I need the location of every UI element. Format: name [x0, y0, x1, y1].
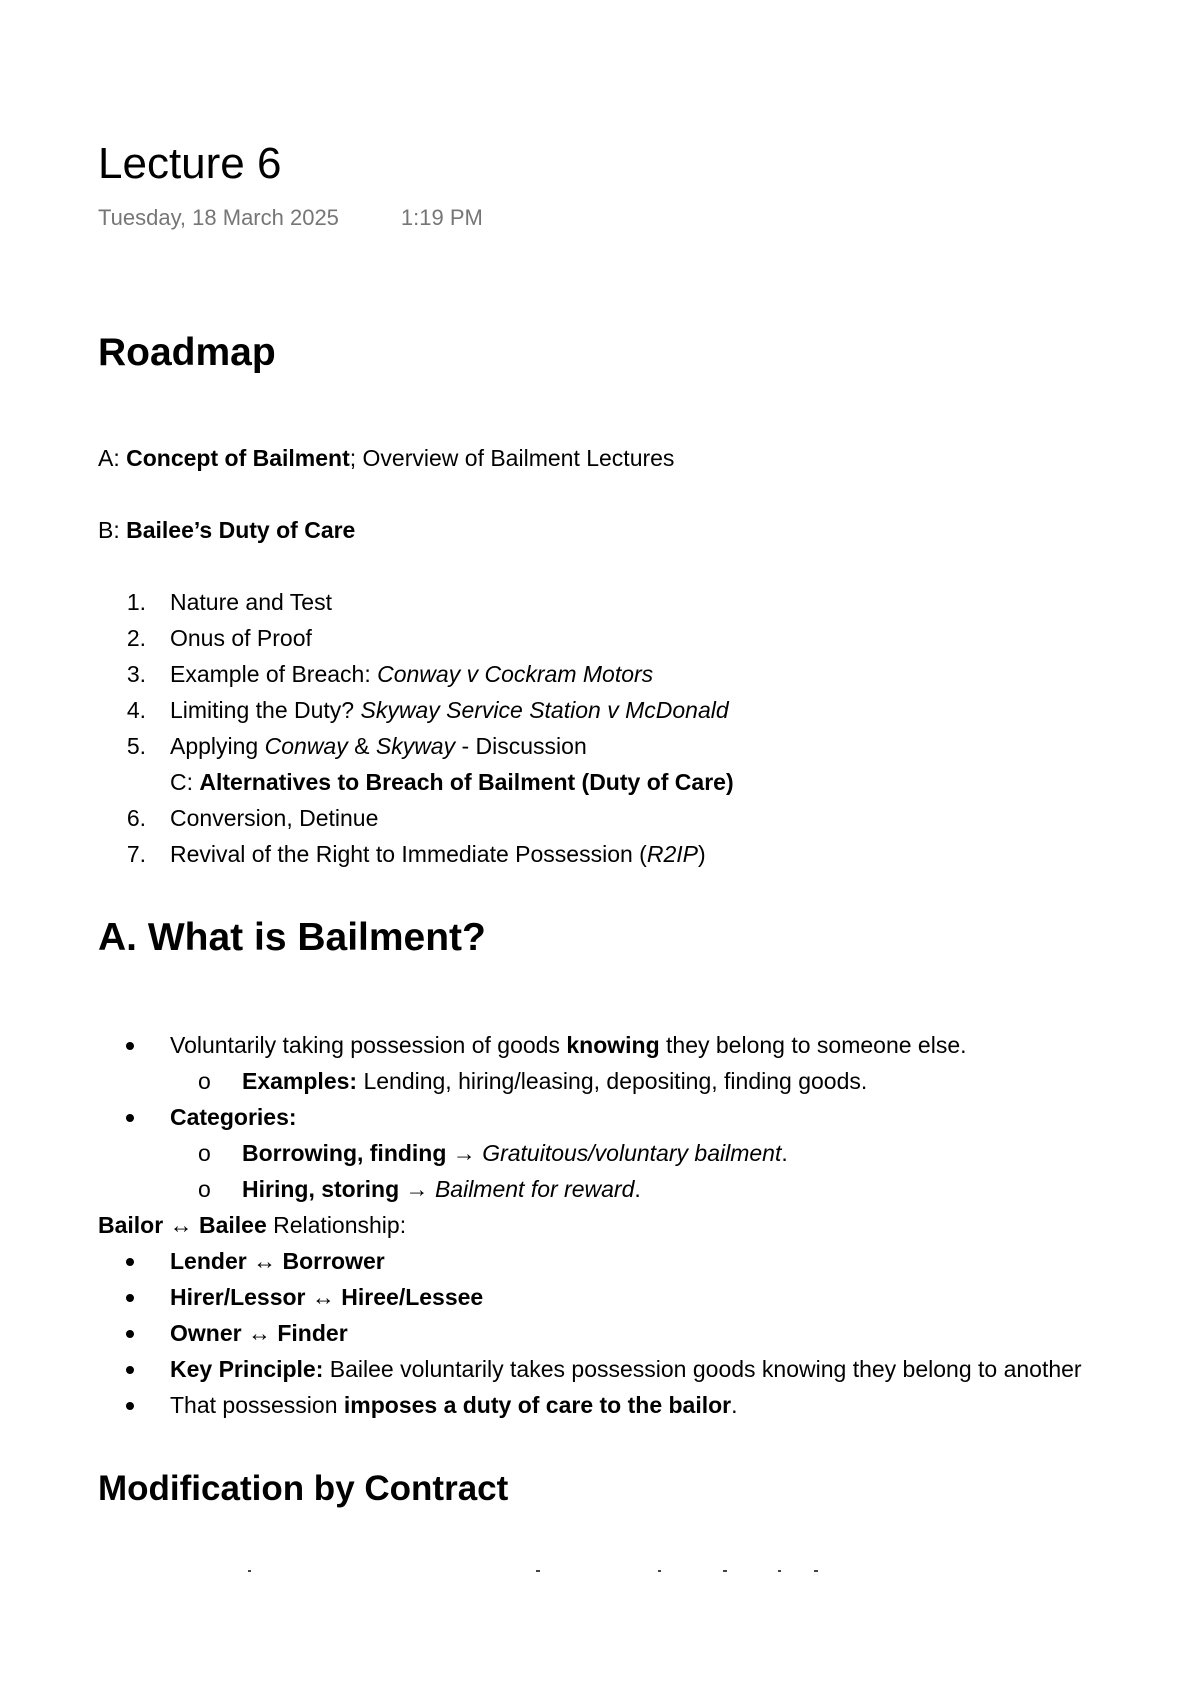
page-dateline: [98, 204, 483, 232]
bullet-text: [170, 1354, 1082, 1384]
text-plain: .: [781, 1140, 788, 1166]
text-bold: Bailee: [198, 1212, 267, 1238]
item-number: 2.: [126, 625, 146, 651]
text-bold: Hiree/Lessee: [341, 1284, 484, 1310]
section-c-prefix: C:: [170, 769, 200, 795]
section-b-prefix: B:: [98, 517, 127, 543]
item-number: 5.: [126, 733, 146, 759]
text-bold: Hirer/Lessor: [170, 1284, 306, 1310]
text-bold: Finder: [277, 1320, 348, 1346]
what-is-bailment-heading: A. What is Bailment?: [98, 916, 486, 959]
text-bold: Lender: [170, 1248, 247, 1274]
sub-bullet-text: [242, 1066, 867, 1096]
text-bold: Key Principle:: [170, 1356, 324, 1382]
text-bold: knowing: [566, 1032, 660, 1058]
glyph-fragment: [658, 1570, 661, 1572]
modification-heading: Modification by Contract: [98, 1469, 509, 1508]
item-text-plain: Example of Breach:: [170, 661, 378, 687]
text-bold: Owner: [170, 1320, 242, 1346]
glyph-fragment: [778, 1570, 781, 1572]
page-title: Lecture 6: [98, 139, 282, 188]
text-plain: Voluntarily taking possession of goods: [170, 1032, 567, 1058]
item-text: [170, 695, 729, 725]
arrow-glyph: →: [399, 1176, 435, 1202]
text-plain: they belong to someone else.: [659, 1032, 967, 1058]
glyph-fragment: [536, 1570, 540, 1572]
text-bold: Examples:: [242, 1068, 358, 1094]
text-plain: .: [634, 1176, 641, 1202]
text-bold: Categories:: [170, 1104, 297, 1130]
item-text-plain: Revival of the Right to Immediate Possession (: [170, 841, 647, 867]
item-text: Onus of Proof: [170, 625, 312, 651]
text-plain: Relationship:: [266, 1212, 407, 1238]
arrow-glyph: →: [446, 1140, 483, 1166]
text-bold: imposes a duty of care to the bailor: [343, 1392, 732, 1418]
glyph-fragment: [814, 1570, 818, 1572]
text-plain: Lending, hiring/leasing, depositing, finding goods.: [357, 1068, 868, 1094]
sub-bullet-marker: o: [198, 1176, 211, 1202]
roadmap-section-a: [98, 443, 674, 473]
item-number: 1.: [126, 589, 146, 615]
item-text-plain: &: [347, 733, 376, 759]
bullet-marker: [126, 1258, 134, 1266]
arrow-glyph: ↔: [305, 1284, 342, 1310]
page-time: 1:19 PM: [400, 205, 483, 230]
bullet-text: [170, 1102, 297, 1132]
item-text-plain: Applying: [170, 733, 265, 759]
notes-page: [98, 0, 1200, 1698]
relationship-line: [98, 1210, 406, 1240]
glyph-fragment: [248, 1570, 251, 1572]
sub-bullet-text: [242, 1174, 641, 1204]
section-a-prefix: A:: [98, 445, 127, 471]
bullet-marker: [126, 1042, 134, 1050]
text-plain: Bailee voluntarily takes possession goods knowing they belong to another: [323, 1356, 1082, 1382]
bullet-text: [170, 1282, 483, 1312]
text-bold: Borrowing, finding: [242, 1140, 447, 1166]
roadmap-section-b: [98, 515, 355, 545]
abbreviation: R2IP: [646, 841, 698, 867]
bullet-marker: [126, 1366, 134, 1374]
case-name: Conway v Cockram Motors: [377, 661, 654, 687]
text-plain: That possession: [170, 1392, 344, 1418]
bullet-text: [170, 1318, 348, 1348]
item-text: Conversion, Detinue: [170, 805, 379, 831]
bullet-marker: [126, 1114, 134, 1122]
glyph-fragment: [723, 1570, 727, 1572]
item-text: [170, 839, 706, 869]
item-text: [170, 731, 587, 761]
arrow-glyph: ↔: [241, 1320, 278, 1346]
text-plain: .: [731, 1392, 738, 1418]
text-italic: Gratuitous/voluntary bailment: [482, 1140, 782, 1166]
text-italic: Bailment for reward: [434, 1176, 635, 1202]
text-bold: Borrower: [282, 1248, 385, 1274]
case-name: Conway: [264, 733, 348, 759]
section-b-bold: Bailee’s Duty of Care: [126, 517, 356, 543]
sub-bullet-marker: o: [198, 1140, 211, 1166]
item-number: 7.: [126, 841, 146, 867]
arrow-glyph: ↔: [246, 1248, 283, 1274]
section-a-rest: ; Overview of Bailment Lectures: [349, 445, 675, 471]
item-text-plain: Limiting the Duty?: [170, 697, 361, 723]
item-number: 6.: [126, 805, 146, 831]
case-name: Skyway Service Station v McDonald: [360, 697, 729, 723]
bullet-text: [170, 1246, 385, 1276]
item-text: Nature and Test: [170, 589, 332, 615]
item-text-plain: ): [697, 841, 706, 867]
item-number: 3.: [126, 661, 146, 687]
roadmap-heading: Roadmap: [98, 331, 276, 374]
page-date: Tuesday, 18 March 2025: [98, 205, 339, 230]
section-c-text: [170, 767, 734, 797]
bullet-marker: [126, 1294, 134, 1302]
text-bold: Hiring, storing: [242, 1176, 400, 1202]
sub-bullet-text: [242, 1138, 788, 1168]
section-a-bold: Concept of Bailment: [126, 445, 350, 471]
case-name: Skyway: [375, 733, 456, 759]
bullet-text: [170, 1030, 967, 1060]
arrow-glyph: ↔: [163, 1212, 199, 1238]
item-text: [170, 659, 653, 689]
bullet-text: [170, 1390, 738, 1420]
text-bold: Bailor: [98, 1212, 164, 1238]
cutoff-text-line: [98, 1568, 898, 1574]
item-text-plain: - Discussion: [455, 733, 587, 759]
item-number: 4.: [126, 697, 146, 723]
section-c-bold: Alternatives to Breach of Bailment (Duty of Care): [199, 769, 734, 795]
bullet-marker: [126, 1402, 134, 1410]
bullet-marker: [126, 1330, 134, 1338]
sub-bullet-marker: o: [198, 1068, 211, 1094]
